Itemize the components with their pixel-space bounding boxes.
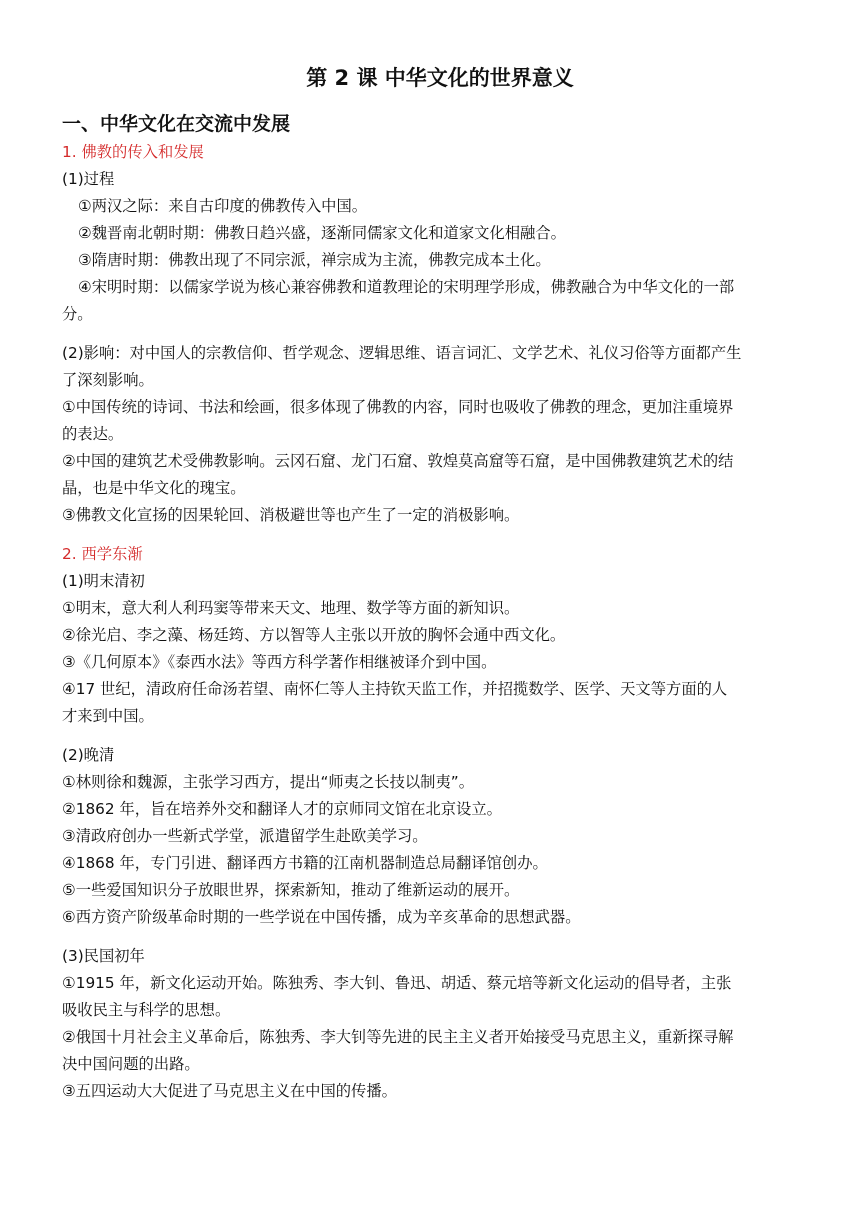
list-item: ②俄国十月社会主义革命后，陈独秀、李大钊等先进的民主主义者开始接受马克思主义，重新探寻解 [62, 1028, 734, 1046]
list-item: ①中国传统的诗词、书法和绘画，很多体现了佛教的内容，同时也吸收了佛教的理念，更加注重境界 [62, 398, 734, 416]
list-item: 决中国问题的出路。 [62, 1055, 200, 1073]
list-item: 吸收民主与科学的思想。 [62, 1001, 231, 1019]
list-item: ④宋明时期：以儒家学说为核心兼容佛教和道教理论的宋明理学形成，佛教融合为中华文化的一部 [78, 278, 735, 296]
list-item: ⑥西方资产阶级革命时期的一些学说在中国传播，成为辛亥革命的思想武器。 [62, 908, 581, 926]
list-item: ①两汉之际：来自古印度的佛教传入中国。 [78, 197, 368, 215]
process-label: (1)过程 [62, 170, 115, 188]
list-item: ④17 世纪，清政府任命汤若望、南怀仁等人主持钦天监工作，并招揽数学、医学、天文等方面的人 [62, 680, 728, 698]
list-item: ②徐光启、李之藻、杨廷筠、方以智等人主张以开放的胸怀会通中西文化。 [62, 626, 566, 644]
impact-paragraph: (2)影响：对中国人的宗教信仰、哲学观念、逻辑思维、语言词汇、文学艺术、礼仪习俗等方面都产生 [62, 344, 742, 362]
document-body [62, 139, 822, 1105]
list-item: ②中国的建筑艺术受佛教影响。云冈石窟、龙门石窟、敦煌莫高窟等石窟，是中国佛教建筑艺术的结 [62, 452, 734, 470]
list-item: ③清政府创办一些新式学堂，派遣留学生赴欧美学习。 [62, 827, 428, 845]
list-item: 才来到中国。 [62, 707, 154, 725]
period-label: (3)民国初年 [62, 947, 145, 965]
list-item: 的表达。 [62, 425, 124, 443]
list-item: ①林则徐和魏源，主张学习西方，提出“师夷之长技以制夷”。 [62, 773, 474, 791]
period-label: (1)明末清初 [62, 572, 145, 590]
page-title: 第 2 课 中华文化的世界意义 [306, 66, 574, 90]
period-label: (2)晚清 [62, 746, 115, 764]
list-item: ⑤一些爱国知识分子放眼世界，探索新知，推动了维新运动的展开。 [62, 881, 520, 899]
list-item: ③隋唐时期：佛教出现了不同宗派，禅宗成为主流，佛教完成本土化。 [78, 251, 551, 269]
list-item: ③佛教文化宣扬的因果轮回、消极避世等也产生了一定的消极影响。 [62, 506, 520, 524]
impact-paragraph: 了深刻影响。 [62, 371, 154, 389]
list-item: ②1862 年，旨在培养外交和翻译人才的京师同文馆在北京设立。 [62, 800, 502, 818]
subsection-heading-western-learning: 2. 西学东渐 [62, 545, 143, 563]
list-item: ②魏晋南北朝时期：佛教日趋兴盛，逐渐同儒家文化和道家文化相融合。 [78, 224, 566, 242]
list-item: ①明末，意大利人利玛窦等带来天文、地理、数学等方面的新知识。 [62, 599, 520, 617]
list-item: 晶，也是中华文化的瑰宝。 [62, 479, 246, 497]
subsection-heading-buddhism: 1. 佛教的传入和发展 [62, 143, 204, 161]
list-item: ③五四运动大大促进了马克思主义在中国的传播。 [62, 1082, 397, 1100]
list-item: ③《几何原本》《泰西水法》等西方科学著作相继被译介到中国。 [62, 653, 497, 671]
list-item-continuation: 分。 [62, 305, 93, 323]
section-heading: 一、中华文化在交流中发展 [62, 113, 291, 135]
list-item: ④1868 年，专门引进、翻译西方书籍的江南机器制造总局翻译馆创办。 [62, 854, 548, 872]
list-item: ①1915 年，新文化运动开始。陈独秀、李大钊、鲁迅、胡适、蔡元培等新文化运动的倡导者，主张 [62, 974, 732, 992]
